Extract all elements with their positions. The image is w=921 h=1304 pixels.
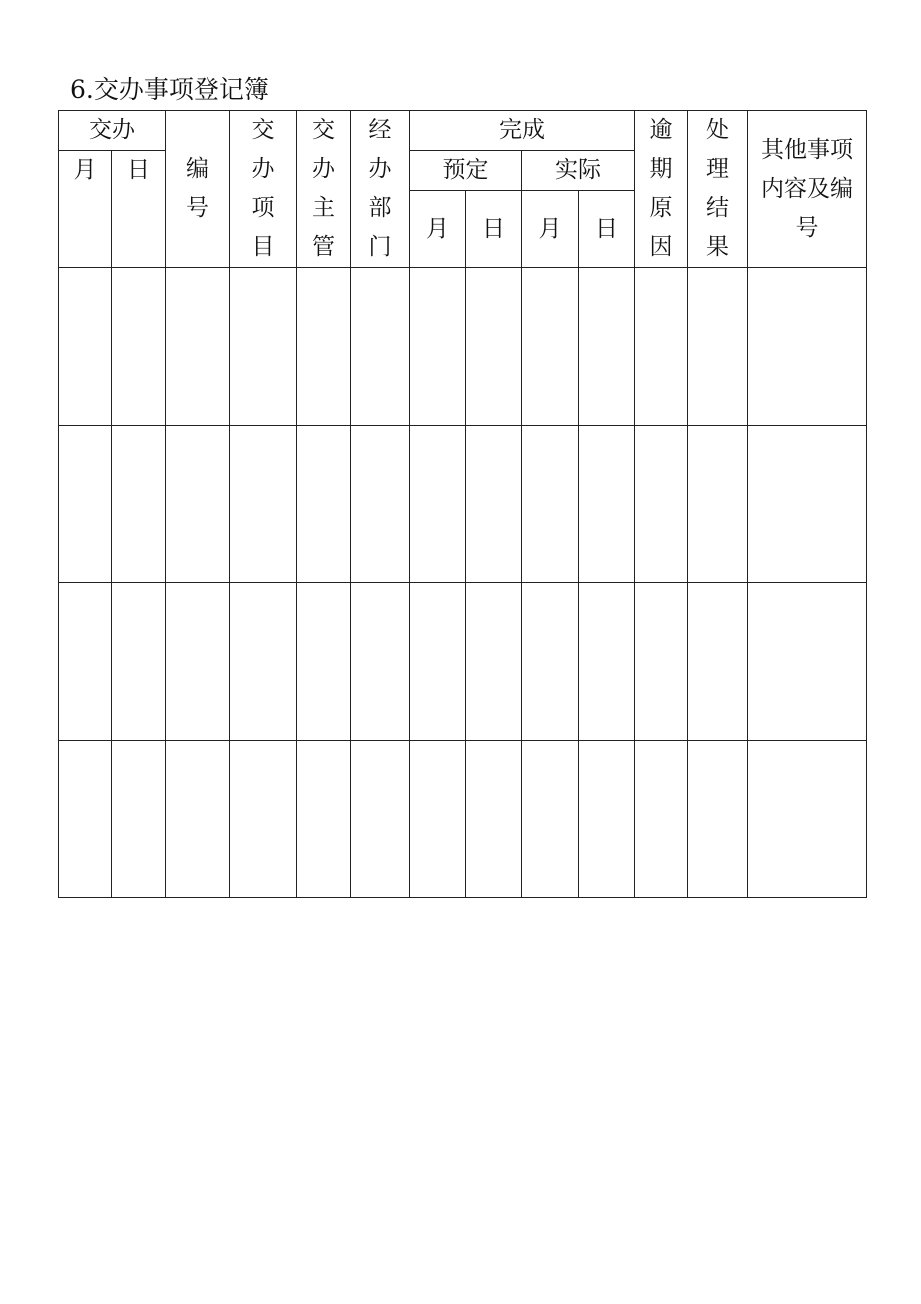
table-cell[interactable]: [579, 425, 635, 582]
table-cell[interactable]: [166, 583, 230, 740]
header-qita: 其他事项内容及编号: [748, 111, 867, 268]
table-cell[interactable]: [635, 740, 688, 897]
header-chuli-jieguo: 处理结果: [688, 111, 748, 268]
table-cell[interactable]: [522, 583, 579, 740]
header-jiaoban: 交办: [59, 111, 166, 151]
table-cell[interactable]: [635, 425, 688, 582]
table-cell[interactable]: [59, 583, 112, 740]
table-cell[interactable]: [688, 583, 748, 740]
table-cell[interactable]: [166, 425, 230, 582]
table-row: [59, 425, 867, 582]
table-cell[interactable]: [297, 583, 351, 740]
table-cell[interactable]: [59, 425, 112, 582]
table-cell[interactable]: [166, 740, 230, 897]
table-cell[interactable]: [579, 268, 635, 425]
table-cell[interactable]: [688, 425, 748, 582]
table-cell[interactable]: [579, 583, 635, 740]
table-cell[interactable]: [112, 425, 166, 582]
header-jiaoban-xiangmu: 交办项目: [230, 111, 297, 268]
table-cell[interactable]: [522, 425, 579, 582]
table-cell[interactable]: [688, 740, 748, 897]
table-cell[interactable]: [748, 740, 867, 897]
table-cell[interactable]: [410, 268, 466, 425]
table-cell[interactable]: [112, 583, 166, 740]
table-cell[interactable]: [230, 268, 297, 425]
header-jingban-bumen: 经办部门: [351, 111, 410, 268]
table-cell[interactable]: [748, 583, 867, 740]
table-cell[interactable]: [522, 268, 579, 425]
table-cell[interactable]: [466, 740, 522, 897]
header-jiaoban-day: 日: [112, 151, 166, 268]
header-row-1: [59, 111, 867, 151]
table-cell[interactable]: [522, 740, 579, 897]
table-cell[interactable]: [688, 268, 748, 425]
table-cell[interactable]: [351, 268, 410, 425]
table-cell[interactable]: [112, 740, 166, 897]
table-cell[interactable]: [112, 268, 166, 425]
header-wancheng: 完成: [410, 111, 635, 151]
table-cell[interactable]: [410, 583, 466, 740]
header-bianhao: 编号: [166, 111, 230, 268]
header-yuding-month: 月: [410, 191, 466, 268]
table-cell[interactable]: [410, 740, 466, 897]
table-row: [59, 583, 867, 740]
table-cell[interactable]: [579, 740, 635, 897]
table-cell[interactable]: [410, 425, 466, 582]
table-cell[interactable]: [166, 268, 230, 425]
header-yuqi-yuanyin: 逾期原因: [635, 111, 688, 268]
header-yuding-day: 日: [466, 191, 522, 268]
header-jiaoban-month: 月: [59, 151, 112, 268]
table-cell[interactable]: [748, 425, 867, 582]
table-cell[interactable]: [230, 583, 297, 740]
table-cell[interactable]: [59, 268, 112, 425]
table-cell[interactable]: [230, 425, 297, 582]
header-shiji-day: 日: [579, 191, 635, 268]
table-cell[interactable]: [297, 268, 351, 425]
page-title: 6.交办事项登记簿: [70, 75, 269, 104]
header-shiji: 实际: [522, 151, 635, 191]
table-cell[interactable]: [351, 740, 410, 897]
header-yuding: 预定: [410, 151, 522, 191]
table-cell[interactable]: [297, 425, 351, 582]
assignment-register-table: [58, 110, 867, 898]
table-row: [59, 740, 867, 897]
table-row: [59, 268, 867, 425]
table-cell[interactable]: [635, 268, 688, 425]
header-jiaoban-zhuguan: 交办主管: [297, 111, 351, 268]
table-cell[interactable]: [748, 268, 867, 425]
table-cell[interactable]: [351, 583, 410, 740]
table-cell[interactable]: [466, 268, 522, 425]
table-cell[interactable]: [635, 583, 688, 740]
table-cell[interactable]: [297, 740, 351, 897]
table-cell[interactable]: [351, 425, 410, 582]
header-shiji-month: 月: [522, 191, 579, 268]
table-cell[interactable]: [230, 740, 297, 897]
table-cell[interactable]: [59, 740, 112, 897]
table-cell[interactable]: [466, 425, 522, 582]
table-cell[interactable]: [466, 583, 522, 740]
